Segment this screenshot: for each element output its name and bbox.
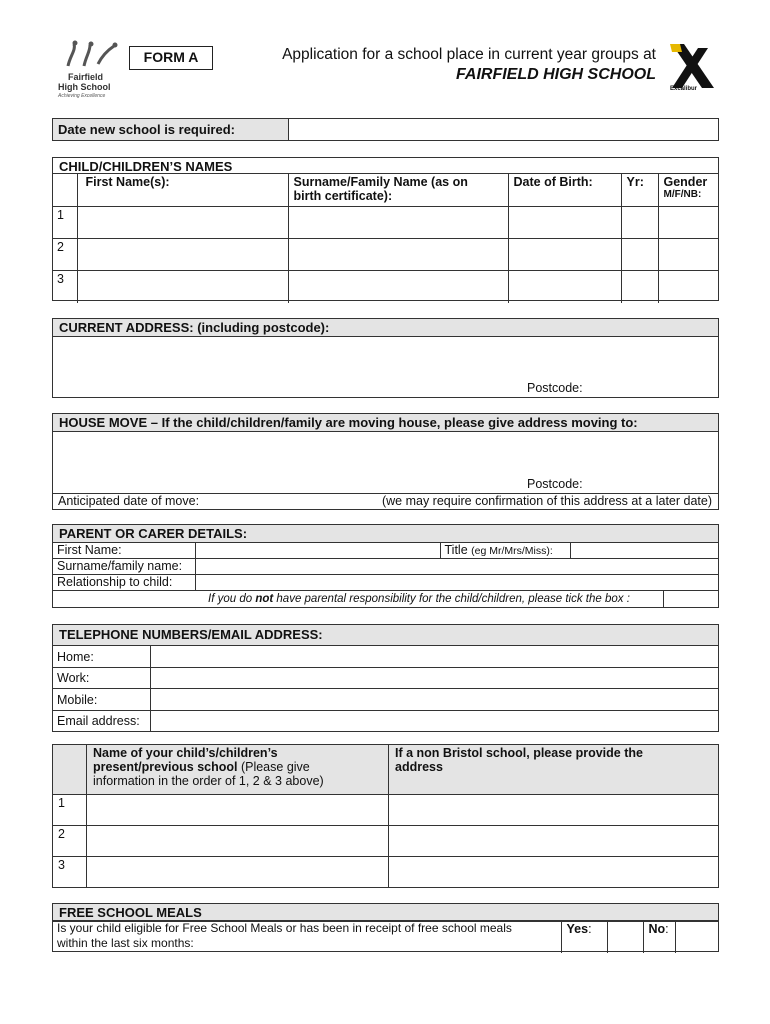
date-required-table: [52, 118, 719, 141]
title-label: Title: [444, 543, 468, 557]
email-field[interactable]: [150, 711, 719, 732]
note-bold: not: [255, 593, 274, 605]
col-first-name: First Name(s):: [77, 174, 288, 207]
title-field[interactable]: [570, 543, 719, 559]
surname-label: Surname/family name:: [52, 559, 195, 575]
house-move-heading: HOUSE MOVE – If the child/children/family are moving house, please give address moving to:: [53, 414, 718, 432]
col-dob: Date of Birth:: [508, 174, 621, 207]
school-address-field[interactable]: [389, 795, 719, 826]
logo-tagline: Achieving Excellence: [58, 93, 106, 99]
col-gender-line2: M/F/NB:: [663, 189, 702, 200]
anticipated-date-label: Anticipated date of move:: [58, 494, 200, 508]
schools-col-address-line1: If a non Bristol school, please provide the: [395, 746, 643, 760]
relationship-label: Relationship to child:: [52, 575, 195, 591]
school-row: [53, 857, 719, 888]
figures-logo-icon: [60, 40, 120, 70]
telephone-section: [52, 624, 719, 732]
child-row-number: 1: [52, 207, 77, 239]
schools-col-name-line3: information in the order of 1, 2 & 3 above): [93, 774, 324, 788]
first-name-field[interactable]: [195, 543, 440, 559]
school-logo: [56, 40, 128, 102]
children-num-header: [52, 174, 77, 207]
current-address-heading: CURRENT ADDRESS: (including postcode):: [53, 319, 718, 337]
schools-col-address-line2: address: [395, 760, 443, 774]
email-label: Email address:: [52, 711, 150, 732]
home-field[interactable]: [150, 646, 719, 668]
schools-col-name-line2: [93, 760, 383, 774]
meals-yes-label: [561, 921, 607, 953]
child-row: [52, 239, 719, 271]
col-gender: [658, 174, 719, 207]
child-dob-field[interactable]: [508, 239, 621, 271]
meals-yes-checkbox[interactable]: [607, 921, 643, 953]
excalibur-x-icon: [668, 42, 716, 90]
child-surname-field[interactable]: [288, 239, 508, 271]
page-title: [232, 46, 656, 84]
current-address-section: [52, 318, 719, 398]
meals-question-line2: within the last six months:: [57, 936, 194, 950]
school-name-field[interactable]: [87, 826, 389, 857]
child-dob-field[interactable]: [508, 271, 621, 303]
responsibility-note: [52, 591, 719, 607]
meals-yes-text: Yes: [566, 922, 589, 936]
responsibility-checkbox[interactable]: [663, 591, 717, 607]
surname-field[interactable]: [195, 559, 719, 575]
title-line1: Application for a school place in current year groups at: [282, 46, 656, 63]
house-move-section: [52, 413, 719, 510]
child-gender-field[interactable]: [658, 271, 719, 303]
child-yr-field[interactable]: [621, 271, 658, 303]
excalibur-text: Excalibur: [670, 86, 698, 92]
telephone-table: [52, 645, 719, 732]
schools-col-address: [389, 745, 719, 795]
school-name-field[interactable]: [87, 795, 389, 826]
meals-no-colon: :: [665, 922, 669, 936]
col-gender-line1: Gender: [663, 175, 708, 189]
school-row-number: 1: [53, 795, 87, 826]
children-section: [52, 157, 719, 301]
meals-no-checkbox[interactable]: [675, 921, 719, 953]
meals-question-line1: Is your child eligible for Free School Meals or has been in receipt of free school meals: [57, 921, 512, 935]
col-surname-line1: Surname/Family Name (as on: [293, 175, 468, 189]
school-name-field[interactable]: [87, 857, 389, 888]
parent-table: [52, 542, 719, 608]
col-yr: Yr:: [621, 174, 658, 207]
school-row: [53, 826, 719, 857]
meals-question: [52, 921, 561, 953]
schools-col-name: [87, 745, 389, 795]
school-row-number: 2: [53, 826, 87, 857]
children-heading: CHILD/CHILDREN’S NAMES: [59, 159, 233, 174]
child-yr-field[interactable]: [621, 239, 658, 271]
mobile-field[interactable]: [150, 689, 719, 711]
house-move-postcode: Postcode:: [527, 477, 583, 491]
children-table: [52, 173, 719, 303]
form-label: [129, 46, 213, 70]
schools-num-header: [53, 745, 87, 795]
date-required-label: Date new school is required:: [53, 119, 289, 141]
child-surname-field[interactable]: [288, 207, 508, 239]
school-row-number: 3: [53, 857, 87, 888]
school-address-field[interactable]: [389, 857, 719, 888]
child-yr-field[interactable]: [621, 207, 658, 239]
school-address-field[interactable]: [389, 826, 719, 857]
child-dob-field[interactable]: [508, 207, 621, 239]
child-first-name-field[interactable]: [77, 207, 288, 239]
current-address-postcode: Postcode:: [527, 381, 583, 395]
child-gender-field[interactable]: [658, 239, 719, 271]
schools-col-name-line1: Name of your child’s/children’s: [93, 746, 278, 760]
date-required-field[interactable]: [289, 119, 719, 141]
work-field[interactable]: [150, 668, 719, 689]
mobile-label: Mobile:: [52, 689, 150, 711]
child-gender-field[interactable]: [658, 207, 719, 239]
child-row: [52, 271, 719, 303]
note-post: have parental responsibility for the child/children, please tick the box :: [273, 593, 630, 605]
telephone-heading: TELEPHONE NUMBERS/EMAIL ADDRESS:: [53, 625, 718, 646]
responsibility-note-row: [52, 591, 719, 608]
school-row: [53, 795, 719, 826]
meals-heading: FREE SCHOOL MEALS: [53, 904, 718, 922]
child-first-name-field[interactable]: [77, 239, 288, 271]
excalibur-logo: [668, 42, 716, 98]
work-label: Work:: [52, 668, 150, 689]
title-line2: FAIRFIELD HIGH SCHOOL: [456, 66, 656, 83]
meals-section: [52, 903, 719, 952]
house-move-address-field[interactable]: [53, 431, 718, 494]
child-row: [52, 207, 719, 239]
schools-table: [52, 744, 719, 888]
note-pre: If you do: [208, 593, 256, 605]
schools-col-name-rest: (Please give: [237, 760, 310, 774]
child-surname-field[interactable]: [288, 271, 508, 303]
title-label-cell: [440, 543, 570, 559]
parent-section: [52, 524, 719, 608]
meals-no-label: [643, 921, 675, 953]
title-hint: (eg Mr/Mrs/Miss):: [471, 545, 553, 557]
meals-no-text: No: [648, 922, 666, 936]
current-address-field[interactable]: [53, 336, 718, 397]
parent-heading: PARENT OR CARER DETAILS:: [53, 525, 718, 543]
meals-yes-colon: :: [588, 922, 592, 936]
logo-line1: Fairfield: [68, 72, 104, 82]
child-row-number: 2: [52, 239, 77, 271]
meals-table: [52, 920, 719, 953]
child-row-number: 3: [52, 271, 77, 303]
form-label-text: FORM A: [143, 49, 199, 65]
col-surname-line2: birth certificate):: [293, 189, 393, 203]
logo-line2: High School: [58, 82, 111, 92]
child-first-name-field[interactable]: [77, 271, 288, 303]
home-label: Home:: [52, 646, 150, 668]
relationship-field[interactable]: [195, 575, 719, 591]
schools-col-name-bold: present/previous school: [93, 760, 238, 774]
confirmation-note: (we may require confirmation of this address at a later date): [381, 494, 712, 508]
first-name-label: First Name:: [52, 543, 195, 559]
col-surname: [288, 174, 508, 207]
